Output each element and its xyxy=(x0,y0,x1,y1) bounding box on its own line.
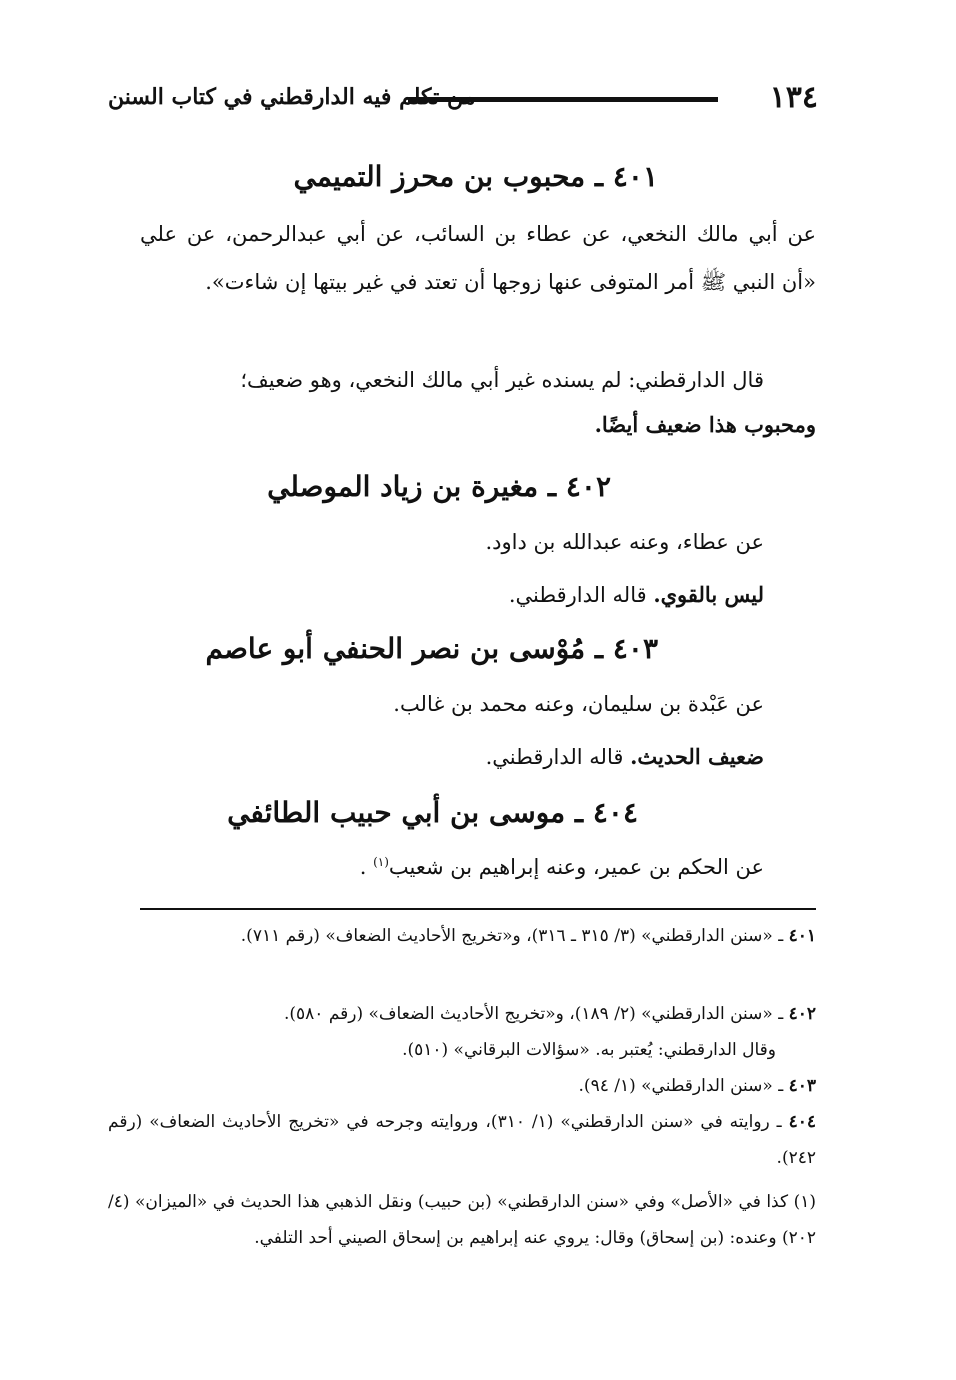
footnote-404: ٤٠٤ ـ روايته في «سنن الدارقطني» (١/ ٣١٠)، وروايته وجرحه في «تخريج الأحاديث الضعاف» (رقم ٢٤٢). xyxy=(108,1112,816,1168)
entry-404-title: ٤٠٤ ـ موسى بن أبي حبيب الطائفي xyxy=(227,796,638,829)
footnote-401: ٤٠١ ـ «سنن الدارقطني» (٣/ ٣١٥ ـ ٣١٦)، و«تخريج الأحاديث الضعاف» (رقم ٧١١). xyxy=(240,926,816,946)
footnote-402-extra: وقال الدارقطني: يُعتبر به. «سؤالات البرقاني» (٥١٠). xyxy=(402,1040,776,1060)
footnote-403-number: ٤٠٣ xyxy=(788,1076,816,1096)
entry-403-verdict-line xyxy=(486,744,764,769)
footnote-marker: (١) xyxy=(373,855,389,869)
footnote-402-number: ٤٠٢ xyxy=(788,1004,816,1024)
entry-403-title: ٤٠٣ ـ مُوْسى بن نصر الحنفي أبو عاصم xyxy=(205,632,658,665)
page-number: ١٣٤ xyxy=(769,80,818,115)
footnote-1-number: (١) xyxy=(793,1192,816,1212)
entry-404-end: . xyxy=(359,855,374,879)
entry-402-verdict-line xyxy=(509,582,764,607)
footnote-401-number: ٤٠١ xyxy=(788,926,816,946)
footnote-403: ٤٠٣ ـ «سنن الدارقطني» (١/ ٩٤). xyxy=(578,1076,816,1096)
entry-401-comment-2: ومحبوب هذا ضعيف أيضًا. xyxy=(594,412,816,437)
footnote-1-text: كذا في «الأصل» وفي «سنن الدارقطني» (بن حبيب) ونقل الذهبي هذا الحديث في «الميزان» (٤/ ٢٠٢) وعنده: (بن إسحاق) وقال: يروي عنه إبراهيم بن إسحاق الصيني أحد التلفي. xyxy=(108,1192,816,1248)
entry-403-text: عن عَبْدة بن سليمان، وعنه محمد بن غالب. xyxy=(393,692,764,716)
entry-401-title: ٤٠١ ـ محبوب بن محرز التميمي xyxy=(293,160,658,193)
footnote-rule xyxy=(140,908,816,910)
entry-404-text: عن الحكم بن عمير، وعنه إبراهيم بن شعيب xyxy=(388,855,764,879)
entry-401-text: عن أبي مالك النخعي، عن عطاء بن السائب، عن أبي عبدالرحمن، عن علي «أن النبي ﷺ أمر المتوفى عنها زوجها أن تعتد في غير بيتها إن شاءت». xyxy=(140,222,816,294)
page-header xyxy=(108,80,818,120)
entry-403-verdict: ضعيف الحديث. xyxy=(630,744,764,769)
entry-402-verdict: ليس بالقوي. xyxy=(653,582,764,607)
entry-402-text: عن عطاء، وعنه عبدالله بن داود. xyxy=(485,530,764,554)
running-title: من تكلم فيه الدارقطني في كتاب السنن xyxy=(108,84,476,110)
footnote-404-text: روايته في «سنن الدارقطني» (١/ ٣١٠)، وروايته وجرحه في «تخريج الأحاديث الضعاف» (رقم ٢٤٢). xyxy=(108,1112,816,1168)
entry-401-comment: قال الدارقطني: لم يسنده غير أبي مالك النخعي، وهو ضعيف؛ xyxy=(240,368,764,392)
entry-404-text-line xyxy=(360,855,764,879)
entry-402-attribution: قاله الدارقطني. xyxy=(508,583,654,607)
footnote-401-text: «سنن الدارقطني» (٣/ ٣١٥ ـ ٣١٦)، و«تخريج الأحاديث الضعاف» (رقم ٧١١). xyxy=(240,926,773,946)
entry-403-attribution: قاله الدارقطني. xyxy=(485,745,631,769)
footnote-402-text: «سنن الدارقطني» (٢/ ١٨٩)، و«تخريج الأحاديث الضعاف» (رقم ٥٨٠). xyxy=(283,1004,773,1024)
footnote-403-text: «سنن الدارقطني» (١/ ٩٤). xyxy=(578,1076,773,1096)
footnote-1 xyxy=(108,1184,816,1256)
footnote-404-number: ٤٠٤ xyxy=(788,1112,816,1132)
entry-402-title: ٤٠٢ ـ مغيرة بن زياد الموصلي xyxy=(267,470,611,503)
footnote-402: ٤٠٢ ـ «سنن الدارقطني» (٢/ ١٨٩)، و«تخريج الأحاديث الضعاف» (رقم ٥٨٠). xyxy=(283,1004,816,1024)
